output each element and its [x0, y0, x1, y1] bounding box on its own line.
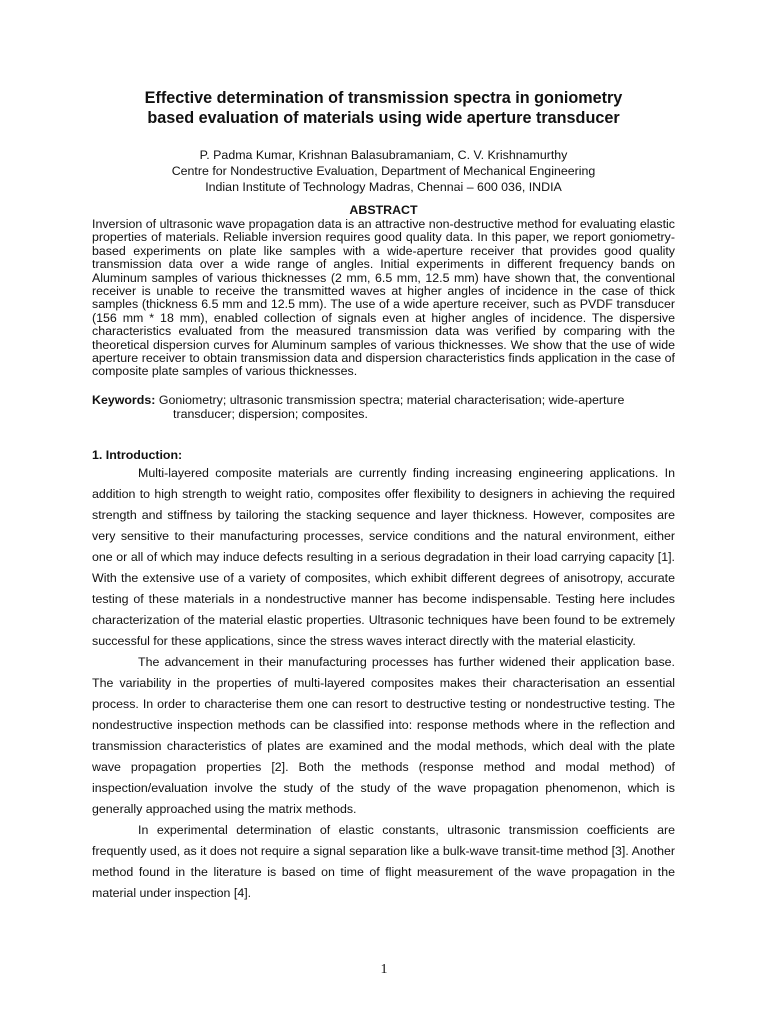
paper-page [92, 88, 675, 904]
author-names: P. Padma Kumar, Krishnan Balasubramaniam, C. V. Krishnamurthy [199, 148, 568, 162]
keywords-line-2: transducer; dispersion; composites. [173, 406, 368, 421]
abstract-heading: ABSTRACT [349, 203, 418, 217]
paragraph-3: In experimental determination of elastic constants, ultrasonic transmission coefficients are frequently used, as it does not require a signal separation like a bulk-wave transit-time method [3]. Another method found in the literature is based on time of flight measurement of the wave propagation in the material under inspection [4]. [92, 822, 675, 900]
paragraph-2: The advancement in their manufacturing processes has further widened their application base. The variability in the properties of multi-layered composites makes their characterisation an essential process. In order to characterise them one can resort to destructive testing or nondestructive testing. The nondestructive inspection methods can be classified into: response methods where in the reflection and transmission characteristics of plates are examined and the modal methods, which deal with the plate wave propagation properties [2]. Both the methods (response method and modal method) of inspection/evaluation involve the study of the study of the wave propagation phenomenon, which is generally approached using the matrix methods. [92, 654, 675, 816]
keywords-block [92, 393, 675, 421]
abstract-text: Inversion of ultrasonic wave propagation data is an attractive non-destructive method for evaluating elastic properties of materials. Reliable inversion requires good quality data. In this paper, we report goniometry-based experiments on plate like samples with a wide-aperture receiver that provides good quality transmission data over a wide range of angles. Initial experiments in different frequency bands on Aluminum samples of various thicknesses (2 mm, 6.5 mm, 12.5 mm) have shown that, the conventional receiver is unable to receive the transmitted waves at higher angles of incidence in the case of thick samples (thickness 6.5 mm and 12.5 mm). The use of a wide aperture receiver, such as PVDF transducer (156 mm * 18 mm), enabled collection of signals even at higher angles of incidence. The dispersive characteristics evaluated from the measured transmission data was verified by comparing with the theoretical dispersion curves for Aluminum samples of various thicknesses. We show that the use of wide aperture receiver to obtain transmission data and dispersion characteristics finds application in the case of composite plate samples of various thicknesses. [92, 217, 675, 379]
title-line-1: Effective determination of transmission spectra in goniometry [144, 89, 623, 107]
section-heading-introduction: 1. Introduction: [92, 447, 183, 462]
keywords-line-1: Goniometry; ultrasonic transmission spectra; material characterisation; wide-aperture [158, 392, 625, 407]
title-line-2: based evaluation of materials using wide aperture transducer [147, 109, 620, 127]
page-number: 1 [380, 962, 388, 977]
affiliation-line-2: Indian Institute of Technology Madras, Chennai – 600 036, INDIA [205, 180, 562, 194]
introduction-body [92, 463, 675, 904]
paragraph-1: Multi-layered composite materials are currently finding increasing engineering applications. In addition to high strength to weight ratio, composites offer flexibility to designers in achieving the required strength and stiffness by tailoring the stacking sequence and layer thickness. However, composites are very sensitive to their manufacturing processes, service conditions and the natural environment, either one or all of which may induce defects resulting in a serious degradation in their load carrying capacity [1]. With the extensive use of a variety of composites, which exhibit different degrees of anisotropy, accurate testing of these materials in a nondestructive manner has become indispensable. Testing here includes characterization of the material elastic properties. Ultrasonic techniques have been found to be extremely successful for these applications, since the stress waves interact directly with the material elasticity. [92, 465, 675, 648]
paper-title [92, 88, 675, 128]
author-block [92, 147, 675, 195]
affiliation-line-1: Centre for Nondestructive Evaluation, Department of Mechanical Engineering [171, 164, 596, 178]
keywords-label: Keywords: [92, 392, 156, 407]
